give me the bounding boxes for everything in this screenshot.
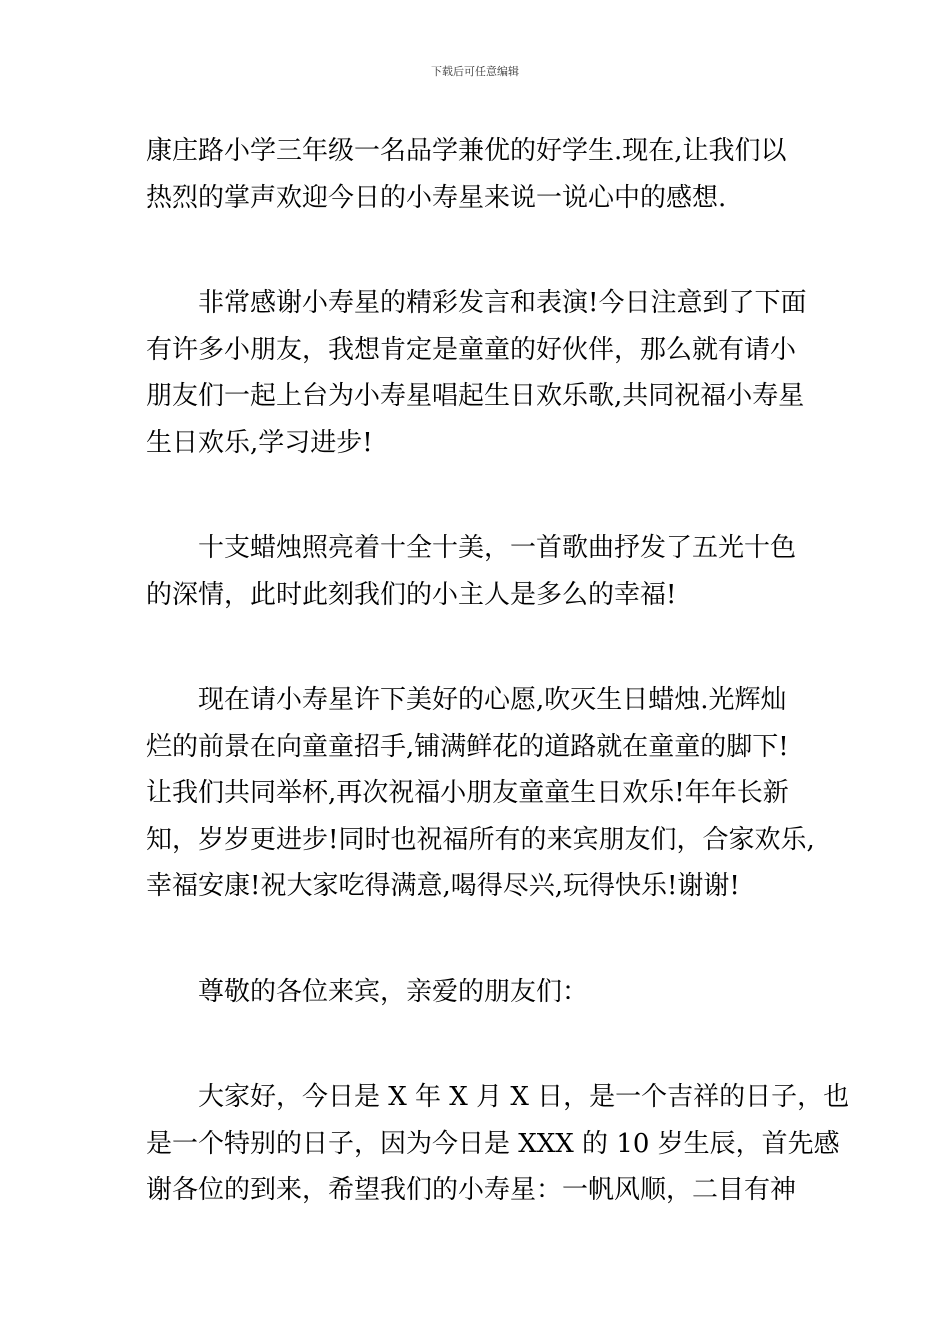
text-line: 有许多小朋友，我想肯定是童童的好伙伴，那么就有请小 xyxy=(146,334,797,365)
text-line: 谢各位的到来，希望我们的小寿星：一帆风顺，二目有神 xyxy=(146,1175,797,1205)
text-line: 的深情，此时此刻我们的小主人是多么的幸福! xyxy=(146,579,677,610)
paragraph-spacer xyxy=(146,466,818,525)
text-line: 幸福安康!祝大家吃得满意,喝得尽兴,玩得快乐!谢谢! xyxy=(146,871,740,901)
paragraph xyxy=(146,128,818,221)
text-line: 现在请小寿星许下美好的心愿,吹灭生日蜡烛.光辉灿 xyxy=(146,685,787,715)
text-line: 朋友们一起上台为小寿星唱起生日欢乐歌,共同祝福小寿星 xyxy=(146,381,805,411)
paragraph-spacer xyxy=(146,910,818,969)
text-line: 大家好，今日是 X 年 X 月 X 日，是一个吉祥的日子，也 xyxy=(146,1082,850,1112)
page-header: 下载后可任意编辑 xyxy=(431,65,519,78)
text-line: 热烈的掌声欢迎今日的小寿星来说一说心中的感想. xyxy=(146,182,727,213)
text-line: 让我们共同举杯,再次祝福小朋友童童生日欢乐!年年长新 xyxy=(146,778,789,808)
paragraph xyxy=(146,677,818,910)
text-line: 生日欢乐,学习进步! xyxy=(146,427,373,458)
paragraph xyxy=(146,969,818,1016)
text-line: 知，岁岁更进步!同时也祝福所有的来宾朋友们，合家欢乐, xyxy=(146,824,815,855)
text-line: 十支蜡烛照亮着十全十美，一首歌曲抒发了五光十色 xyxy=(146,533,797,563)
paragraph xyxy=(146,280,818,466)
text-line: 尊敬的各位来宾，亲爱的朋友们： xyxy=(146,976,589,1007)
paragraph-spacer xyxy=(146,1015,818,1074)
text-line: 康庄路小学三年级一名品学兼优的好学生.现在,让我们以 xyxy=(146,136,787,166)
paragraph-spacer xyxy=(146,221,818,280)
document-body xyxy=(146,128,850,1214)
paragraph-spacer xyxy=(146,618,818,677)
text-line: 非常感谢小寿星的精彩发言和表演!今日注意到了下面 xyxy=(146,288,807,318)
text-line: 是一个特别的日子，因为今日是 XXX 的 10 岁生辰，首先感 xyxy=(146,1128,840,1159)
paragraph xyxy=(146,525,818,618)
text-line: 烂的前景在向童童招手,铺满鲜花的道路就在童童的脚下! xyxy=(146,731,789,762)
paragraph xyxy=(146,1074,850,1214)
